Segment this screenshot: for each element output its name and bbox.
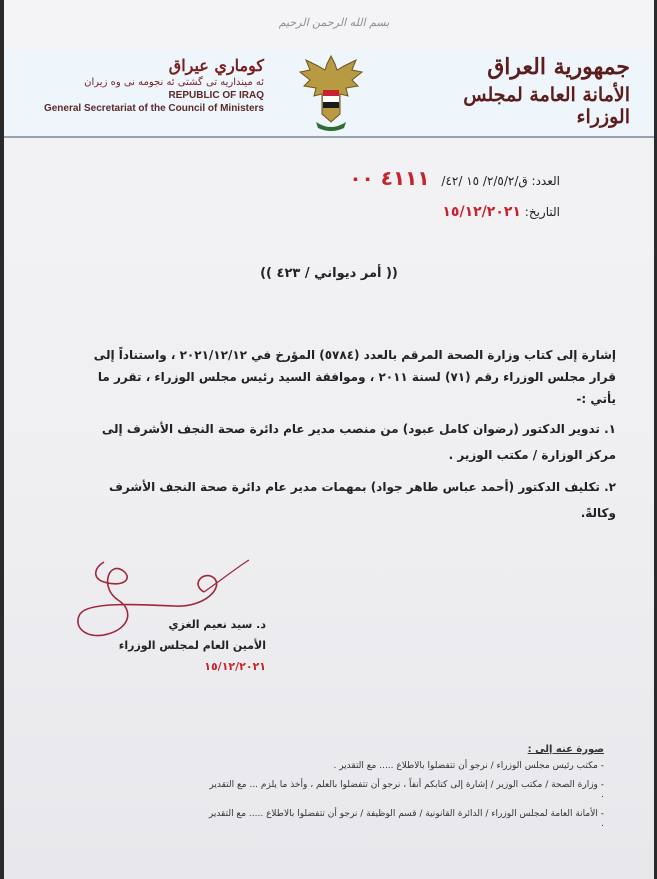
decision-item-1: ١. تدوير الدكتور (رضوان كامل عبود) من منصب مدير عام دائرة صحة النجف الأشرف إلى مركز الوزارة / مكتب الوزير . [101,422,616,462]
letterhead [4,50,654,138]
signatory-name: د. سيد نعيم الغزي [168,618,266,631]
letterhead-left [34,56,264,114]
copies-heading: صورة عنه إلى : [527,744,604,755]
letterhead-right [450,54,630,128]
arabic-subtitle: الأمانة العامة لمجلس الوزراء [463,84,630,128]
eagle-emblem-icon [292,52,370,134]
copy-line: - مكتب رئيس مجلس الوزراء / نرجو أن تتفضلوا بالاطلاع ..... مع التقدير . [333,761,604,771]
reference-label: العدد: ق/٢/٥/٢/ ١٥ /٤٢/ [441,174,560,188]
date-row [349,204,560,220]
reference-number: ٤١١١ ٠٠ [349,166,430,190]
arabic-title: جمهورية العراق [487,54,630,80]
basmala: بسم الله الرحمن الرحيم [278,16,390,29]
copy-line: - الأمانة العامة لمجلس الوزراء / الدائرة القانونية / قسم الوظيفة / نرجو أن تتفضلوا بالاطلاع ..... مع التقدير . [208,809,604,829]
order-title: (( أمر ديواني / ٤٢٣ )) [260,266,398,281]
english-title: REPUBLIC OF IRAQ [168,90,264,101]
kurdish-title: كوماري عيراق [168,56,264,75]
signature-block [86,618,266,673]
intro-paragraph: إشارة إلى كتاب وزارة الصحة المرقم بالعدد (٥٧٨٤) المؤرخ في ٢٠٢١/١٢/١٢ ، واستناداً إلى قرار مجلس الوزراء رقم (٧١) لسنة ٢٠١١ ، وموافقة السيد رئيس مجلس الوزراء ، تقرر ما يأتي :- [93,348,616,406]
signatory-title: الأمين العام لمجلس الوزراء [118,639,266,652]
document-meta [349,166,560,234]
kurdish-subtitle: ئه مينداريه تى گشتى ئه نجومه نى وه زيران [84,77,264,88]
document-page [4,0,654,879]
reference-number-row [349,166,560,190]
document-body [76,344,616,528]
copies-section [204,744,604,838]
date-value: ١٥/١٢/٢٠٢١ [442,204,521,220]
date-label: التاريخ: [524,205,560,219]
decision-item-2: ٢. تكليف الدكتور (أحمد عباس طاهر جواد) بمهمات مدير عام دائرة صحة النجف الأشرف وكالةً. [108,480,616,520]
english-subtitle: General Secretariat of the Council of Ministers [43,103,264,114]
signature-date: ١٥/١٢/٢٠٢١ [204,660,266,673]
copy-line: - وزارة الصحة / مكتب الوزير / إشارة إلى كتابكم أنفاً ، نرجو أن تتفضلوا بالعلم ، وأخذ ما يلزم ... مع التقدير . [209,780,604,800]
